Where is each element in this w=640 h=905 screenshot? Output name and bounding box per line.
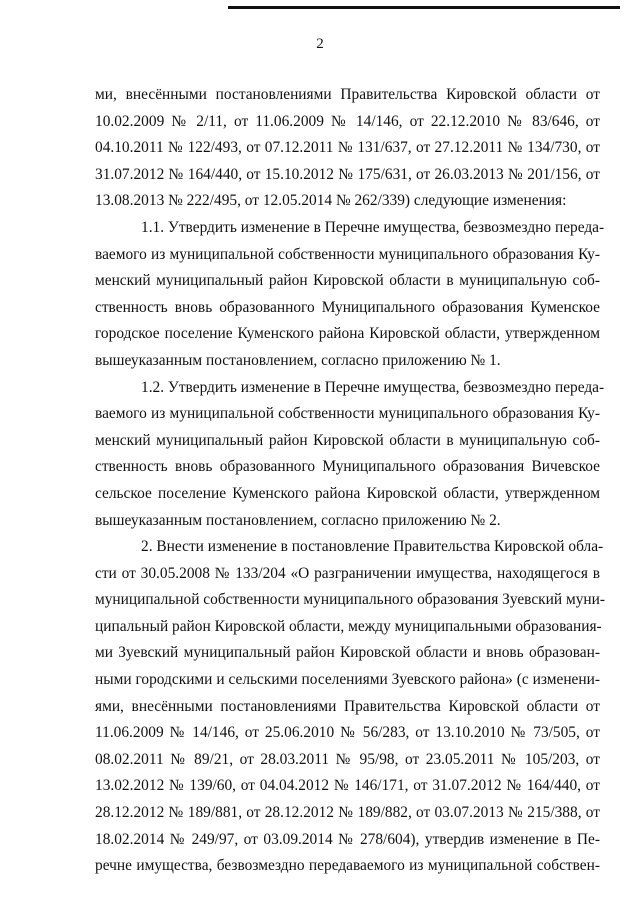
text-line: ственность вновь образованного Муниципального образования Вичевское [95,458,600,476]
text-line: ными городскими и сельскими поселениями Зуевского района» (с изменени- [95,671,600,689]
text-line: 18.02.2014 № 249/97, от 03.09.2014 № 278/604), утвердив изменение в Пе- [95,830,600,848]
paragraph-1-1-first-line: 1.1. Утвердить изменение в Перечне имущества, безвозмездно переда- [141,218,605,236]
text-line: ципальный район Кировской области, между муниципальными образования- [95,617,602,635]
text-line: сельское поселение Куменского района Кировской области, утвержденном [95,484,600,502]
text-line: вышеуказанным постановлением, согласно приложению № 1. [95,351,501,369]
text-line: ственность вновь образованного Муниципального образования Куменское [95,298,600,316]
text-line: 13.02.2012 № 139/60, от 04.04.2012 № 146/171, от 31.07.2012 № 164/440, от [95,777,600,795]
text-line: речне имущества, безвозмездно передаваемого из муниципальной собствен- [95,857,600,875]
text-line: 08.02.2011 № 89/21, от 28.03.2011 № 95/98, от 23.05.2011 № 105/203, от [95,750,600,768]
text-line: 28.12.2012 № 189/881, от 28.12.2012 № 189/882, от 03.07.2013 № 215/388, от [95,804,600,822]
text-line: ваемого из муниципальной собственности муниципального образования Ку- [95,245,600,263]
text-line: городское поселение Куменского района Кировской области, утвержденном [95,325,600,343]
text-line: менский муниципальный район Кировской области в муниципальную соб- [95,272,600,290]
text-line: 31.07.2012 № 164/440, от 15.10.2012 № 175/631, от 26.03.2013 № 201/156, от [95,165,600,183]
text-line: 11.06.2009 № 14/146, от 25.06.2010 № 56/283, от 13.10.2010 № 73/505, от [95,724,600,742]
paragraph-1-2-first-line: 1.2. Утвердить изменение в Перечне имущества, безвозмездно переда- [141,378,605,396]
page-number: 2 [316,36,324,52]
text-line: сти от 30.05.2008 № 133/204 «О разграничении имущества, находящегося в [95,564,600,582]
document-body [95,82,606,880]
text-line: ями, внесёнными постановлениями Правительства Кировской области от [95,697,600,715]
text-line: 13.08.2013 № 222/495, от 12.05.2014 № 262/339) следующие изменения: [95,192,567,210]
text-line: ваемого из муниципальной собственности муниципального образования Ку- [95,405,600,423]
text-line: ми Зуевский муниципальный район Кировской области и вновь образован- [95,644,600,662]
text-line: ми, внесёнными постановлениями Правительства Кировской области от [95,86,600,103]
text-line: 04.10.2011 № 122/493, от 07.12.2011 № 131/637, от 27.12.2011 № 134/730, от [95,139,600,157]
text-line: вышеуказанным постановлением, согласно приложению № 2. [95,511,501,529]
text-line: муниципальной собственности муниципального образования Зуевский муни- [95,591,606,609]
text-line: менский муниципальный район Кировской области в муниципальную соб- [95,431,600,449]
paragraph-2-first-line: 2. Внести изменение в постановление Правительства Кировской обла- [141,538,604,556]
text-line: 10.02.2009 № 2/11, от 11.06.2009 № 14/146, от 22.12.2010 № 83/646, от [95,112,600,130]
top-rule [228,6,620,9]
